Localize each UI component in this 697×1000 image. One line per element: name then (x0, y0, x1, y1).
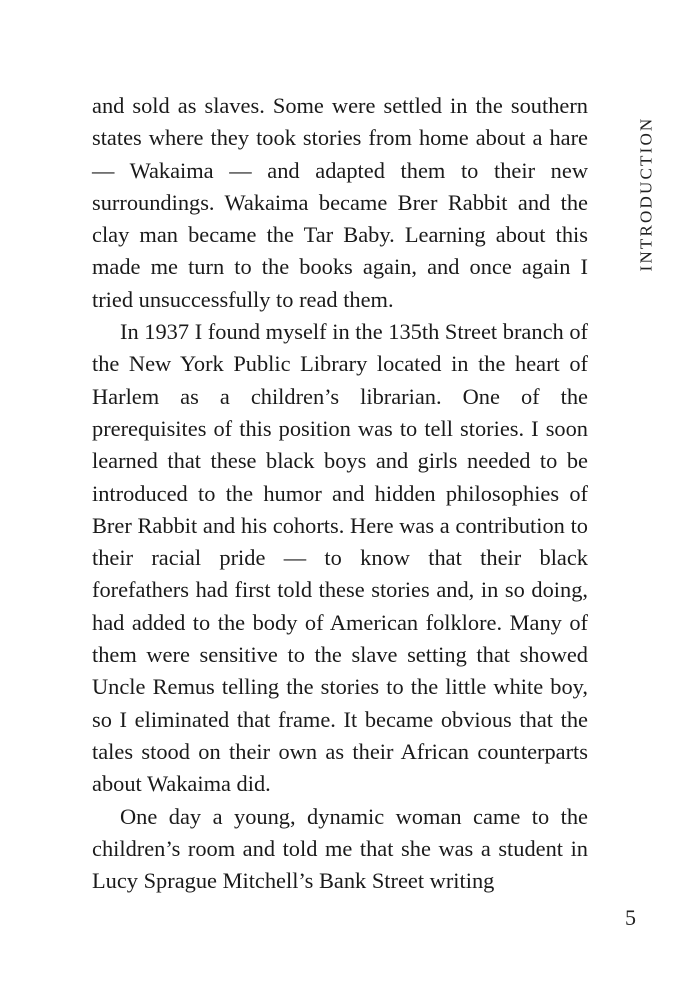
paragraph-young-woman: One day a young, dynamic woman came to the children’s room and told me that she was a student in Lucy Sprague Mitchell’s Bank Street writing (92, 803, 588, 894)
paragraph-library: In 1937 I found myself in the 135th Street branch of the New York Public Library located in the heart of Harlem as a children’s librarian. One of the prerequisites of this position was to tell stories. I soon learned that these black boys and girls needed to be introduced to the humor and hidden philosophies of Brer Rabbit and his cohorts. Here was a contribution to their racial pride — to know that their black forefathers had first told these stories and, in so doing, had added to the body of American folklore. Many of them were sensitive to the slave setting that showed Uncle Remus telling the stories to the little white boy, so I eliminated that frame. It became obvious that the tales stood on their own as their African counterparts about Wakaima did. (92, 319, 588, 797)
page-number: 5 (625, 905, 636, 930)
body-text (92, 90, 588, 897)
running-head-label: INTRODUCTION (636, 116, 655, 272)
paragraph-continued: and sold as slaves. Some were settled in the southern states where they took stories from home about a hare — Wakaima — and adapted them to their new surroundings. Wakaima became Brer Rabbit and the clay man became the Tar Baby. Learning about this made me turn to the books again, and once again I tried unsuccessfully to read them. (92, 93, 588, 312)
running-head (633, 104, 659, 284)
